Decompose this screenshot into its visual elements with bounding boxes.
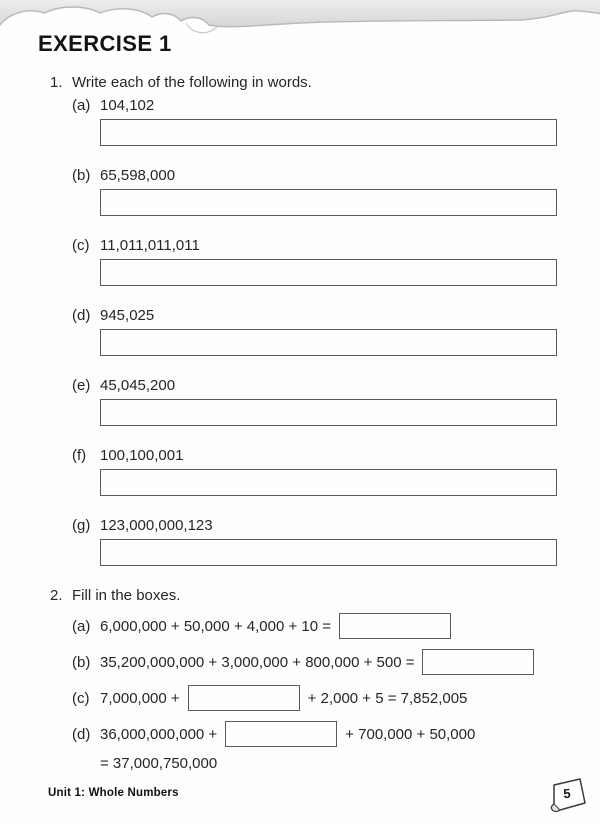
equation-row <box>50 720 558 748</box>
item-label: (c) <box>72 237 90 254</box>
q2-item-b <box>50 648 558 676</box>
equation-text: 35,200,000,000 + 3,000,000 + 800,000 + 500 = <box>100 653 415 671</box>
equation-text: 36,000,000,000 + <box>100 725 218 743</box>
answer-box-2d[interactable] <box>225 721 337 747</box>
question-2-number: 2. <box>50 587 63 604</box>
item-value-row <box>50 446 558 466</box>
page-number-marker <box>544 775 590 819</box>
item-label: (d) <box>72 307 91 324</box>
item-label: (b) <box>72 653 91 671</box>
answer-box-1e[interactable] <box>100 399 557 426</box>
item-label: (c) <box>72 689 90 707</box>
item-label: (e) <box>72 377 91 394</box>
item-value: 45,045,200 <box>100 377 176 394</box>
q1-item-g <box>50 516 558 566</box>
q1-item-c <box>50 236 558 286</box>
answer-box-1a[interactable] <box>100 119 557 146</box>
question-1-prompt-row <box>50 73 558 93</box>
question-2 <box>50 586 558 774</box>
item-label: (d) <box>72 725 91 743</box>
question-2-prompt: Fill in the boxes. <box>72 587 181 604</box>
equation-text: + 700,000 + 50,000 <box>345 725 476 743</box>
equation-continuation: = 37,000,750,000 <box>100 755 218 772</box>
q1-item-a <box>50 96 558 146</box>
answer-box-1d[interactable] <box>100 329 557 356</box>
equation-text: + 2,000 + 5 = 7,852,005 <box>307 689 468 707</box>
equation-text: 6,000,000 + 50,000 + 4,000 + 10 = <box>100 617 332 635</box>
answer-box-1g[interactable] <box>100 539 557 566</box>
q1-item-e <box>50 376 558 426</box>
question-1 <box>50 73 558 566</box>
page-number: 5 <box>562 785 572 802</box>
equation-text: 7,000,000 + <box>100 689 180 707</box>
item-value: 100,100,001 <box>100 447 184 464</box>
question-2-prompt-row <box>50 586 558 606</box>
equation-row <box>50 648 558 676</box>
item-value: 104,102 <box>100 97 155 114</box>
item-value: 945,025 <box>100 307 155 324</box>
item-label: (f) <box>72 447 87 464</box>
equation-row <box>50 612 558 640</box>
answer-box-1f[interactable] <box>100 469 557 496</box>
item-label: (g) <box>72 517 91 534</box>
q1-item-b <box>50 166 558 216</box>
item-value-row <box>50 96 558 116</box>
item-label: (a) <box>72 97 91 114</box>
answer-box-1c[interactable] <box>100 259 557 286</box>
q2-item-a <box>50 612 558 640</box>
q1-item-f <box>50 446 558 496</box>
item-label: (a) <box>72 617 91 635</box>
answer-box-2a[interactable] <box>339 613 451 639</box>
question-1-prompt: Write each of the following in words. <box>72 74 312 91</box>
exercise-title: EXERCISE 1 <box>38 31 172 56</box>
item-value-row <box>50 236 558 256</box>
item-value-row <box>50 166 558 186</box>
q2-item-d <box>50 720 558 774</box>
q2-item-c <box>50 684 558 712</box>
q1-item-d <box>50 306 558 356</box>
question-1-number: 1. <box>50 74 63 91</box>
equation-row <box>50 684 558 712</box>
item-value-row <box>50 306 558 326</box>
page-content <box>50 73 558 774</box>
answer-box-2c[interactable] <box>188 685 300 711</box>
answer-box-1b[interactable] <box>100 189 557 216</box>
item-value: 11,011,011,011 <box>100 237 200 254</box>
item-value: 123,000,000,123 <box>100 517 213 534</box>
item-value-row <box>50 516 558 536</box>
item-value-row <box>50 376 558 396</box>
item-label: (b) <box>72 167 91 184</box>
item-value: 65,598,000 <box>100 167 176 184</box>
answer-box-2b[interactable] <box>422 649 534 675</box>
footer-unit-label: Unit 1: Whole Numbers <box>48 787 179 799</box>
